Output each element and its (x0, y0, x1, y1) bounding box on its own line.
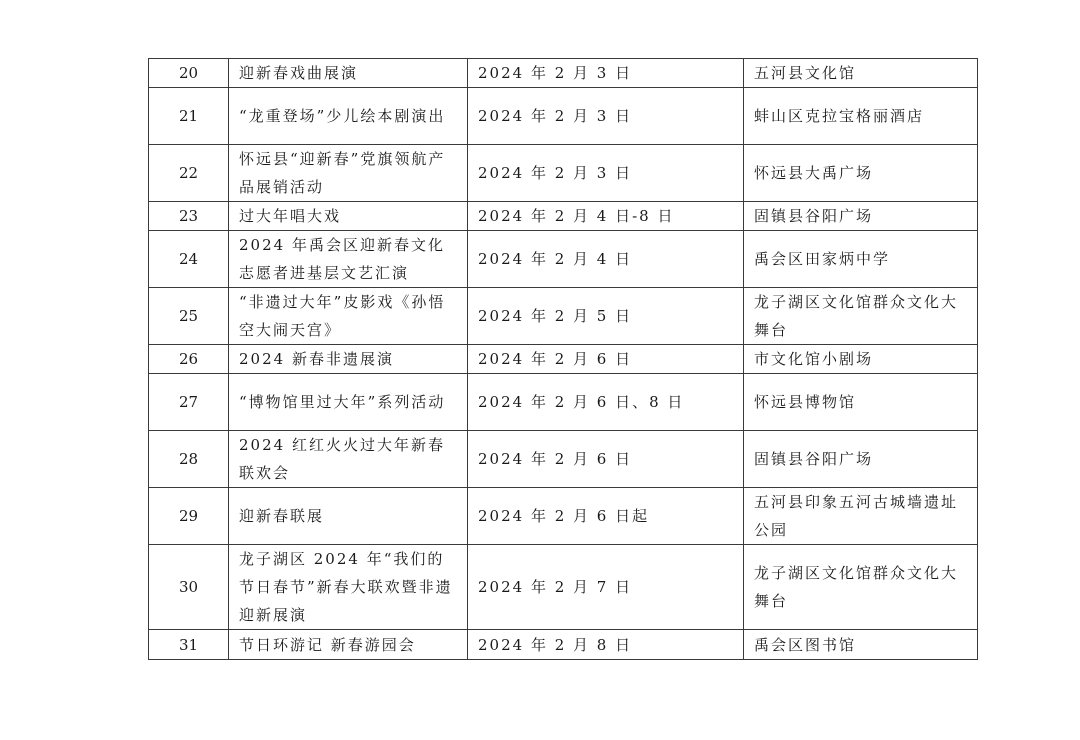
row-number: 25 (149, 288, 229, 345)
event-venue: 蚌山区克拉宝格丽酒店 (744, 88, 978, 145)
table-row (149, 545, 978, 630)
event-name: 迎新春戏曲展演 (229, 59, 468, 88)
row-number: 24 (149, 231, 229, 288)
row-number: 21 (149, 88, 229, 145)
row-number: 22 (149, 145, 229, 202)
event-name: 迎新春联展 (229, 488, 468, 545)
event-name: 2024 年禹会区迎新春文化志愿者进基层文艺汇演 (229, 231, 468, 288)
event-date: 2024 年 2 月 3 日 (468, 88, 744, 145)
table-row (149, 288, 978, 345)
event-venue: 龙子湖区文化馆群众文化大舞台 (744, 288, 978, 345)
event-date: 2024 年 2 月 6 日 (468, 431, 744, 488)
row-number: 31 (149, 630, 229, 660)
table-row (149, 345, 978, 374)
event-name: “非遗过大年”皮影戏《孙悟空大闹天宫》 (229, 288, 468, 345)
row-number: 29 (149, 488, 229, 545)
event-venue: 市文化馆小剧场 (744, 345, 978, 374)
event-venue: 禹会区图书馆 (744, 630, 978, 660)
event-date: 2024 年 2 月 8 日 (468, 630, 744, 660)
event-date: 2024 年 2 月 3 日 (468, 59, 744, 88)
row-number: 28 (149, 431, 229, 488)
event-date: 2024 年 2 月 5 日 (468, 288, 744, 345)
row-number: 27 (149, 374, 229, 431)
table-row (149, 488, 978, 545)
event-date: 2024 年 2 月 7 日 (468, 545, 744, 630)
row-number: 23 (149, 202, 229, 231)
row-number: 26 (149, 345, 229, 374)
table-row (149, 374, 978, 431)
table-row (149, 59, 978, 88)
event-venue: 五河县文化馆 (744, 59, 978, 88)
table-row (149, 431, 978, 488)
event-venue: 固镇县谷阳广场 (744, 431, 978, 488)
event-venue: 怀远县大禹广场 (744, 145, 978, 202)
table-row (149, 202, 978, 231)
events-table (148, 58, 978, 660)
table-row (149, 630, 978, 660)
event-date: 2024 年 2 月 3 日 (468, 145, 744, 202)
event-venue: 禹会区田家炳中学 (744, 231, 978, 288)
event-name: 龙子湖区 2024 年“我们的节日春节”新春大联欢暨非遗迎新展演 (229, 545, 468, 630)
event-date: 2024 年 2 月 4 日-8 日 (468, 202, 744, 231)
event-name: 怀远县“迎新春”党旗领航产品展销活动 (229, 145, 468, 202)
event-venue: 龙子湖区文化馆群众文化大舞台 (744, 545, 978, 630)
table-row (149, 88, 978, 145)
event-date: 2024 年 2 月 6 日 (468, 345, 744, 374)
event-date: 2024 年 2 月 4 日 (468, 231, 744, 288)
event-date: 2024 年 2 月 6 日起 (468, 488, 744, 545)
event-name: 2024 红红火火过大年新春联欢会 (229, 431, 468, 488)
event-venue: 五河县印象五河古城墙遗址公园 (744, 488, 978, 545)
row-number: 20 (149, 59, 229, 88)
event-date: 2024 年 2 月 6 日、8 日 (468, 374, 744, 431)
event-venue: 固镇县谷阳广场 (744, 202, 978, 231)
event-name: 2024 新春非遗展演 (229, 345, 468, 374)
event-name: 节日环游记 新春游园会 (229, 630, 468, 660)
table-row (149, 145, 978, 202)
event-name: 过大年唱大戏 (229, 202, 468, 231)
row-number: 30 (149, 545, 229, 630)
event-venue: 怀远县博物馆 (744, 374, 978, 431)
event-name: “博物馆里过大年”系列活动 (229, 374, 468, 431)
table-row (149, 231, 978, 288)
event-name: “龙重登场”少儿绘本剧演出 (229, 88, 468, 145)
